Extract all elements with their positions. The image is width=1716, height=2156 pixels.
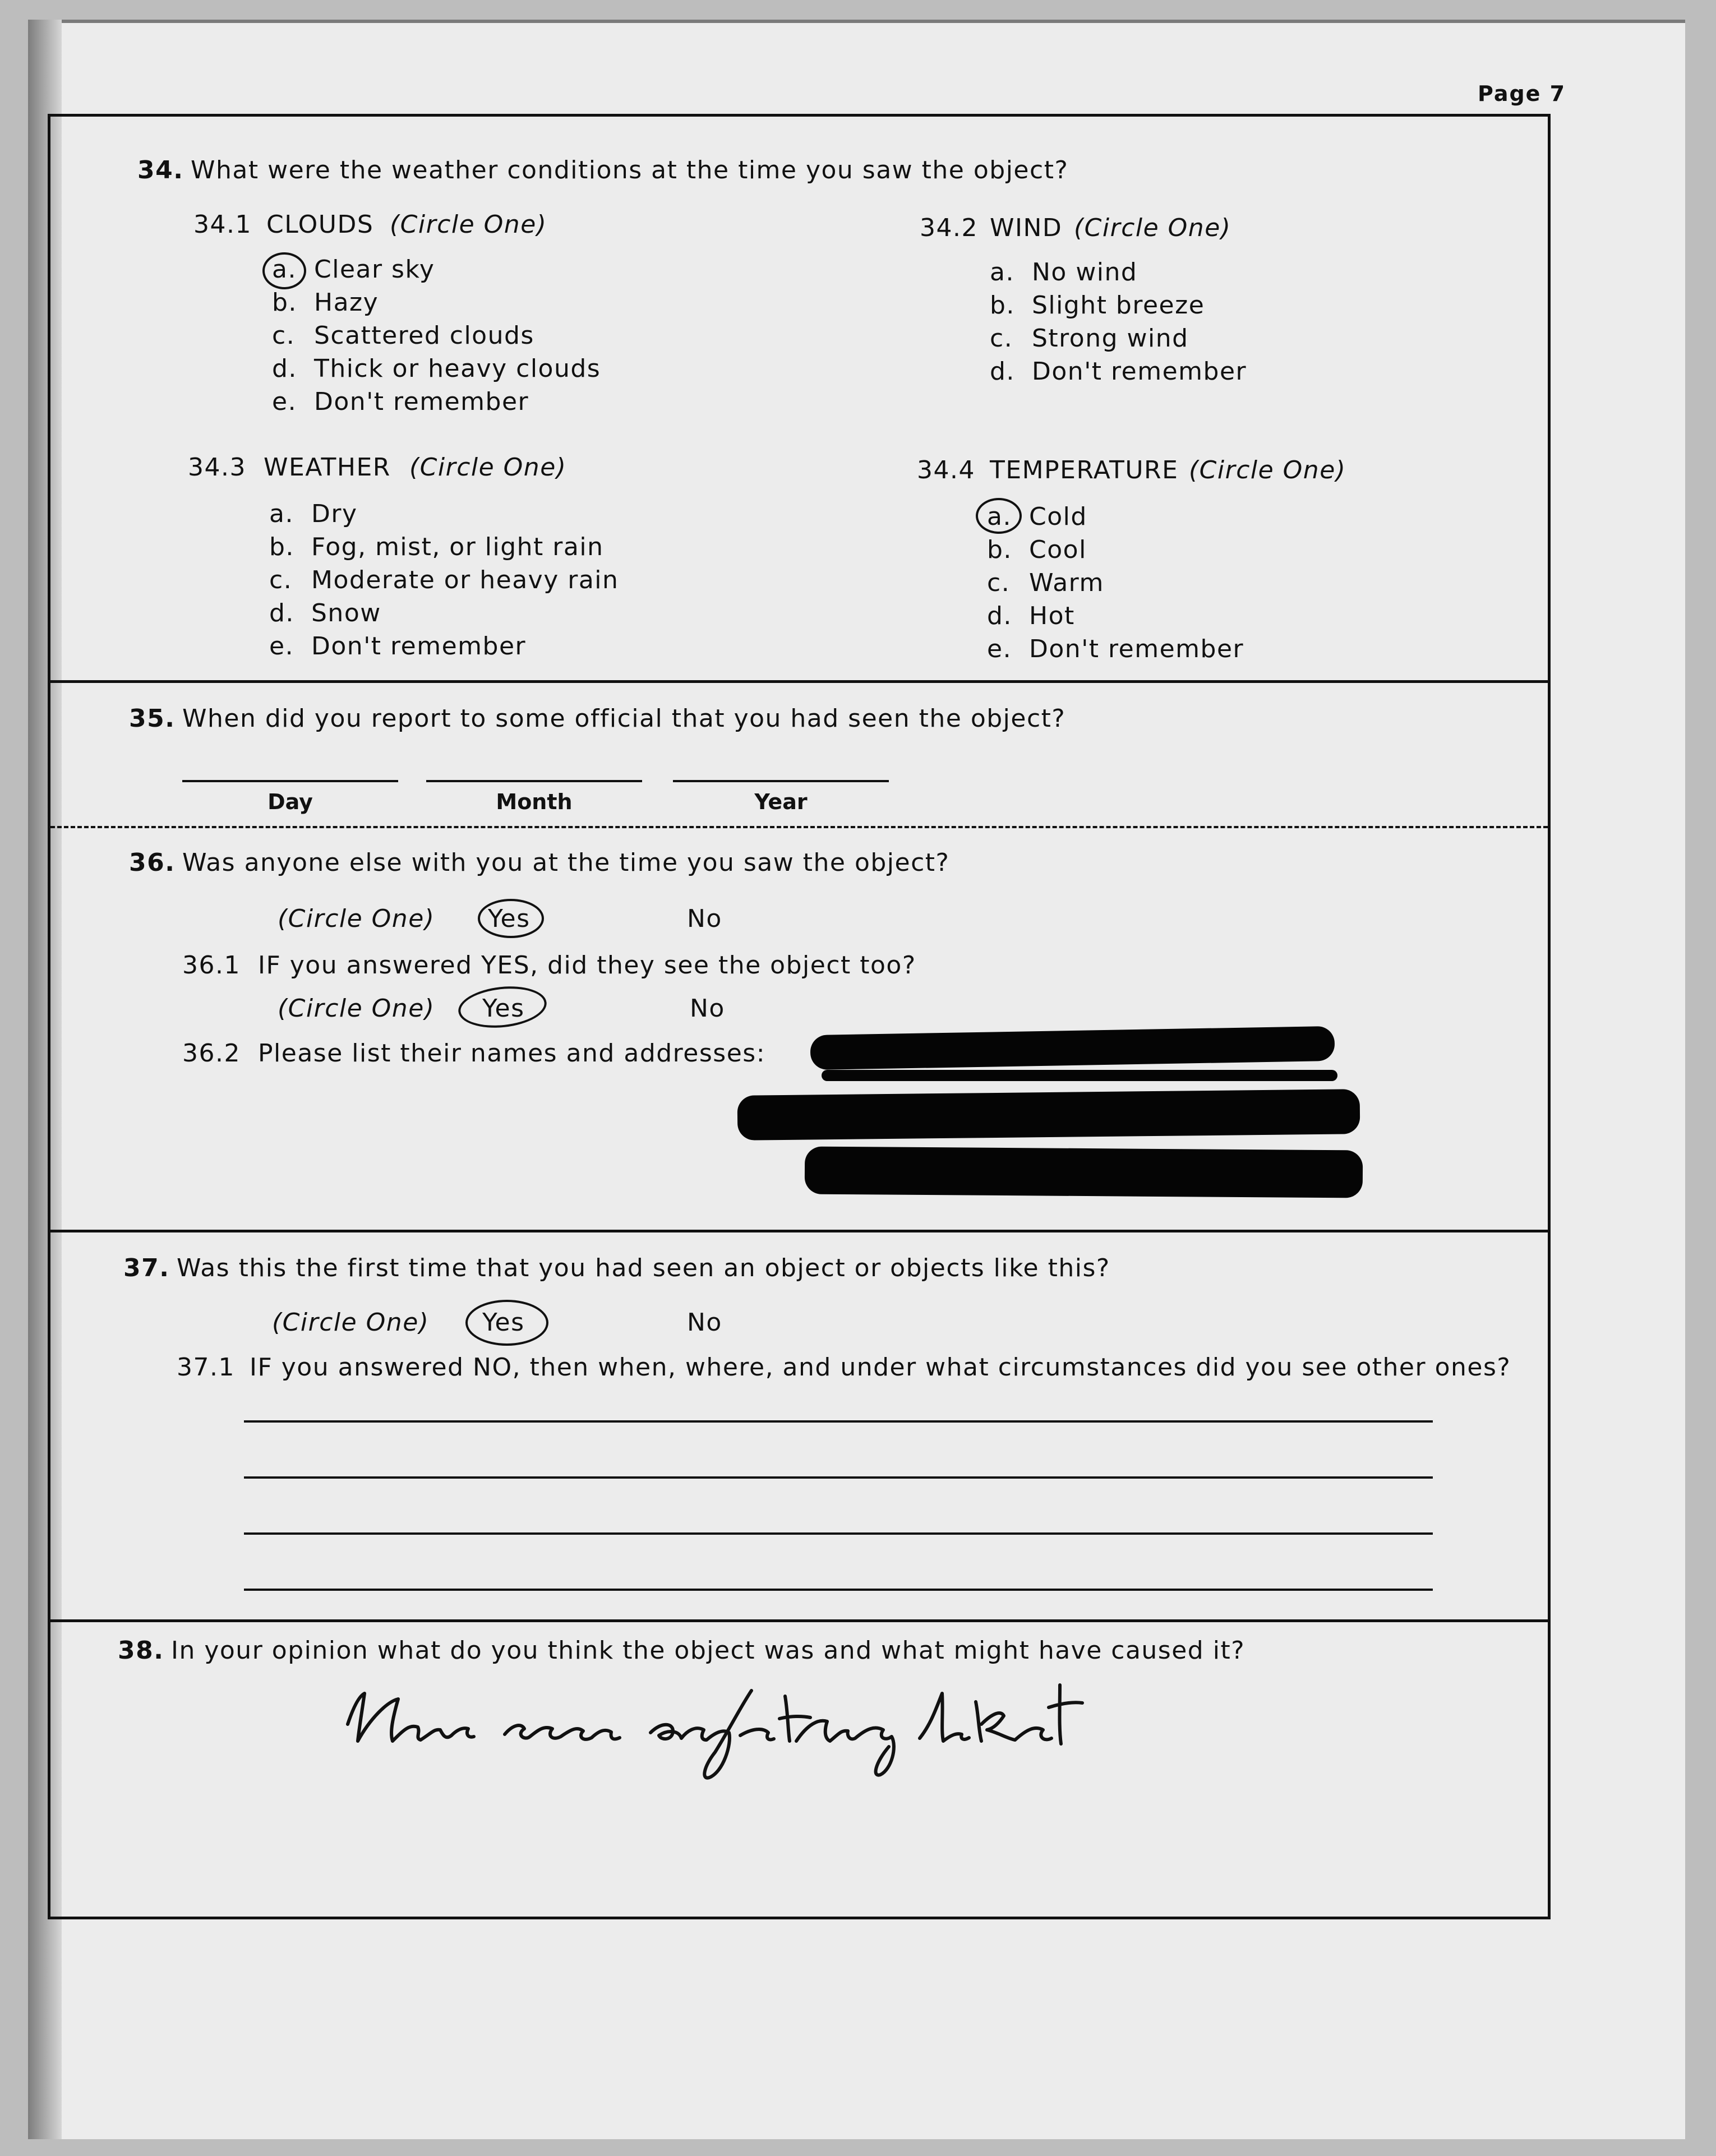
q34-4-title: TEMPERATURE [990,456,1179,484]
q34-3-number: 34.3 [188,453,246,482]
q35-question: When did you report to some official that you had seen the object? [182,704,1066,733]
wind-option-text: Don't remember [1032,357,1247,386]
q38-number: 38. [118,1636,164,1665]
month-line [426,780,642,782]
handwritten-answer [336,1663,1122,1786]
weather-option-letter: c. [269,566,293,594]
q36-number: 36. [129,848,176,877]
answer-circle-q36 [478,899,544,938]
q36-1-number: 36.1 [182,951,241,980]
wind-option-letter: b. [990,291,1015,320]
q36-2-number: 36.2 [182,1039,241,1068]
weather-option-letter: a. [269,500,294,528]
clouds-option-letter: c. [272,321,296,350]
q36-no: No [687,904,722,933]
redaction-bar [810,1026,1335,1070]
q36-1-yes: Yes [482,994,525,1023]
clouds-option-text: Thick or heavy clouds [314,354,601,383]
q37-no: No [687,1308,722,1337]
temperature-option-text: Hot [1029,602,1075,630]
wind-option-text: Slight breeze [1032,291,1205,320]
q34-2-instruction: (Circle One) [1074,214,1231,242]
q36-yes: Yes [488,904,531,933]
redaction-bar [737,1089,1360,1141]
q34-3-instruction: (Circle One) [409,453,567,482]
section-divider [50,826,1548,828]
clouds-option-letter: e. [272,387,297,416]
temperature-option-letter: d. [987,602,1012,630]
section-divider [50,1230,1548,1232]
q34-2-number: 34.2 [920,214,978,242]
clouds-option-letter: b. [272,288,297,317]
sheet-edge [28,20,1685,23]
q34-1-title: CLOUDS [266,210,374,239]
weather-option-text: Moderate or heavy rain [311,566,619,594]
wind-option-text: No wind [1032,258,1138,287]
answer-circle-q37 [465,1300,548,1346]
q34-4-number: 34.4 [917,456,975,484]
q34-question: What were the weather conditions at the time you saw the object? [191,156,1069,184]
q34-4-instruction: (Circle One) [1189,456,1346,484]
q37-yes: Yes [482,1308,525,1337]
q36-2-question: Please list their names and addresses: [258,1039,766,1068]
q35-number: 35. [129,704,176,733]
day-line [182,780,398,782]
answer-line [244,1589,1433,1591]
temperature-option-text: Don't remember [1029,635,1244,663]
weather-option-text: Dry [311,500,358,528]
form-box [48,114,1551,1919]
day-label: Day [267,790,313,814]
answer-line [244,1420,1433,1423]
temperature-option-letter: c. [987,569,1011,597]
q37-1-question: IF you answered NO, then when, where, and under what circumstances did you see other ones? [250,1353,1511,1382]
form-sheet [28,20,1685,2139]
q37-number: 37. [123,1254,170,1282]
clouds-option-letter: a. [272,255,297,284]
answer-line [244,1532,1433,1535]
temperature-option-letter: b. [987,535,1012,564]
temperature-option-letter: a. [987,502,1012,531]
wind-option-letter: c. [990,324,1013,353]
section-divider [50,680,1548,683]
redaction-bar [822,1070,1337,1081]
weather-option-letter: e. [269,632,294,661]
clouds-option-text: Don't remember [314,387,529,416]
answer-circle-q36-1 [456,982,549,1032]
q34-2-title: WIND [990,214,1063,242]
q34-number: 34. [137,156,184,184]
temperature-option-text: Cold [1029,502,1087,531]
q36-instruction: (Circle One) [278,904,435,933]
q34-1-number: 34.1 [193,210,252,239]
temperature-option-letter: e. [987,635,1012,663]
section-divider [50,1619,1548,1622]
weather-option-letter: b. [269,533,294,561]
clouds-option-letter: d. [272,354,297,383]
weather-option-text: Fog, mist, or light rain [311,533,604,561]
temperature-option-text: Cool [1029,535,1087,564]
q36-1-no: No [690,994,725,1023]
temperature-option-text: Warm [1029,569,1104,597]
answer-line [244,1476,1433,1479]
wind-option-letter: a. [990,258,1014,287]
year-label: Year [754,790,808,814]
clouds-option-text: Hazy [314,288,379,317]
page-number: Page 7 [1478,81,1566,106]
q36-1-instruction: (Circle One) [278,994,435,1023]
year-line [673,780,889,782]
q37-instruction: (Circle One) [272,1308,430,1337]
q36-1-question: IF you answered YES, did they see the object too? [258,951,916,980]
clouds-option-text: Clear sky [314,255,435,284]
q37-question: Was this the first time that you had seen an object or objects like this? [177,1254,1110,1282]
answer-circle-clouds [262,252,306,289]
q34-3-title: WEATHER [264,453,391,482]
month-label: Month [496,790,573,814]
wind-option-letter: d. [990,357,1015,386]
weather-option-text: Don't remember [311,632,527,661]
q34-1-instruction: (Circle One) [390,210,547,239]
q36-question: Was anyone else with you at the time you saw the object? [182,848,950,877]
q37-1-number: 37.1 [177,1353,235,1382]
weather-option-text: Snow [311,599,381,627]
weather-option-letter: d. [269,599,294,627]
clouds-option-text: Scattered clouds [314,321,534,350]
wind-option-text: Strong wind [1032,324,1189,353]
answer-circle-temperature [976,498,1022,534]
q38-question: In your opinion what do you think the object was and what might have caused it? [171,1636,1246,1665]
redaction-bar [805,1147,1363,1198]
